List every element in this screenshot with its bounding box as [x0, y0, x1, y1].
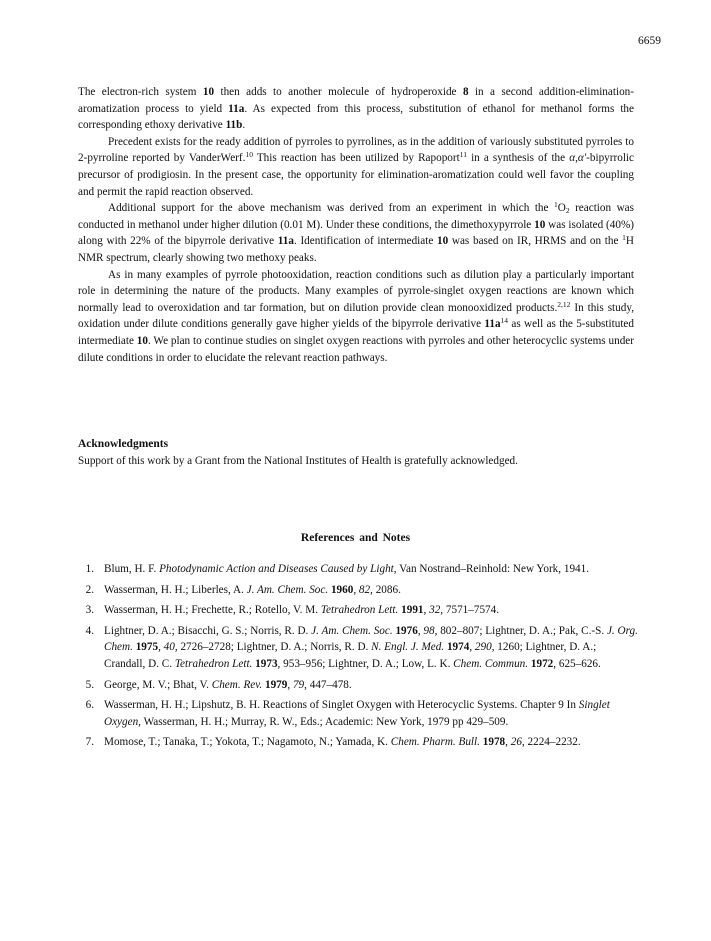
paragraph-1: The electron-rich system 10 then adds to another molecule of hydroperoxide 8 in a second addition-elimination-aromatization process to yield 11a. As expected from this process, substitution of ethanol for methanol forms the corresponding ethoxy derivative 11b. [78, 86, 634, 132]
paragraph-2: Precedent exists for the ready addition of pyrroles to pyrrolines, as in the addition of variously substituted pyrroles to 2-pyrroline reported by VanderWerf.$^{10}$ This reaction has been utilized by Rapoport$^{11}$ in a synthesis of the α,α'-bipyrrolic precursor of prodigiosin. In the present case, the opportunity for elimination-aromatization could well favor the coupling and permit the rapid reaction observed. [78, 135, 634, 198]
reference-item: 6. Wasserman, H. H.; Lipshutz, B. H. Reactions of Singlet Oxygen with Heterocyclic Systems. Chapter 9 In Singlet Oxygen, Wasserman, H. H.; Murray, R. W., Eds.; Academic: New York, 1979 pp 429–509. [85, 699, 610, 728]
paragraph-3: Additional support for the above mechanism was derived from an experiment in which the $^1O_2$ reaction was conducted in methanol under higher dilution (0.01 M). Under these conditions, the dimethoxypyrrole 10 was isolated (40%) along with 22% of the bipyrrole derivative 11a. Identification of intermediate 10 was based on IR, HRMS and on the $^1$H NMR spectrum, clearly showing two methoxy peaks. [78, 200, 635, 264]
body-text [78, 84, 634, 366]
acknowledgments-text: Support of this work by a Grant from the National Institutes of Health is gratefully acknowledged. [78, 455, 518, 467]
reference-item: 3. Wasserman, H. H.; Frechette, R.; Rotello, V. M. Tetrahedron Lett. 1991, 32, 7571–7574. [85, 604, 500, 617]
paragraph-4: As in many examples of pyrrole photooxidation, reaction conditions such as dilution play a particularly important role in determining the nature of the products. Many examples of pyrrole-singlet oxygen reactions are known which normally lead to overoxidation and tar formation, but on dilution provide clean monooxidized products.$^{2,12}$ In this study, oxidation under dilute conditions generally gave higher yields of the bipyrrole derivative $11a^{14}$ as well as the 5-substituted intermediate 10. We plan to continue studies on singlet oxygen reactions with pyrroles and other heterocyclic systems under dilute conditions in order to elucidate the relevant reaction pathways. [78, 268, 635, 364]
reference-item: 4. Lightner, D. A.; Bisacchi, G. S.; Norris, R. D. J. Am. Chem. Soc. 1976, 98, 802–807; Lightner, D. A.; Pak, C.-S. J. Org. Chem. 1975, 40, 2726–2728; Lightner, D. A.; Norris, R. D. N. Engl. J. Med. 1974, 290, 1260; Lightner, D. A.; Crandall, D. C. Tetrahedron Lett. 1973, 953–956; Lightner, D. A.; Low, L. K. Chem. Commun. 1972, 625–626. [85, 624, 638, 670]
citation: 11 [459, 150, 467, 160]
reference-item: 1. Blum, H. F. Photodynamic Action and Diseases Caused by Light, Van Nostrand–Reinhold: New York, 1941. [85, 563, 590, 575]
reference-item: 2. Wasserman, H. H.; Liberles, A. J. Am. Chem. Soc. 1960, 82, 2086. [85, 583, 401, 596]
citation: 10 [245, 150, 253, 160]
citation: 2,12 [557, 299, 571, 309]
references-heading: References and Notes [300, 532, 411, 544]
reference-item: 5. George, M. V.; Bhat, V. Chem. Rev. 1979, 79, 447–478. [85, 678, 352, 691]
page-number: 6659 [638, 35, 661, 47]
acknowledgments-heading: Acknowledgments [78, 438, 169, 450]
reference-item: 7. Momose, T.; Tanaka, T.; Yokota, T.; Nagamoto, N.; Yamada, K. Chem. Pharm. Bull. 1978, 26, 2224–2232. [85, 736, 581, 749]
citation: 14 [500, 316, 509, 326]
references-list [78, 561, 638, 755]
